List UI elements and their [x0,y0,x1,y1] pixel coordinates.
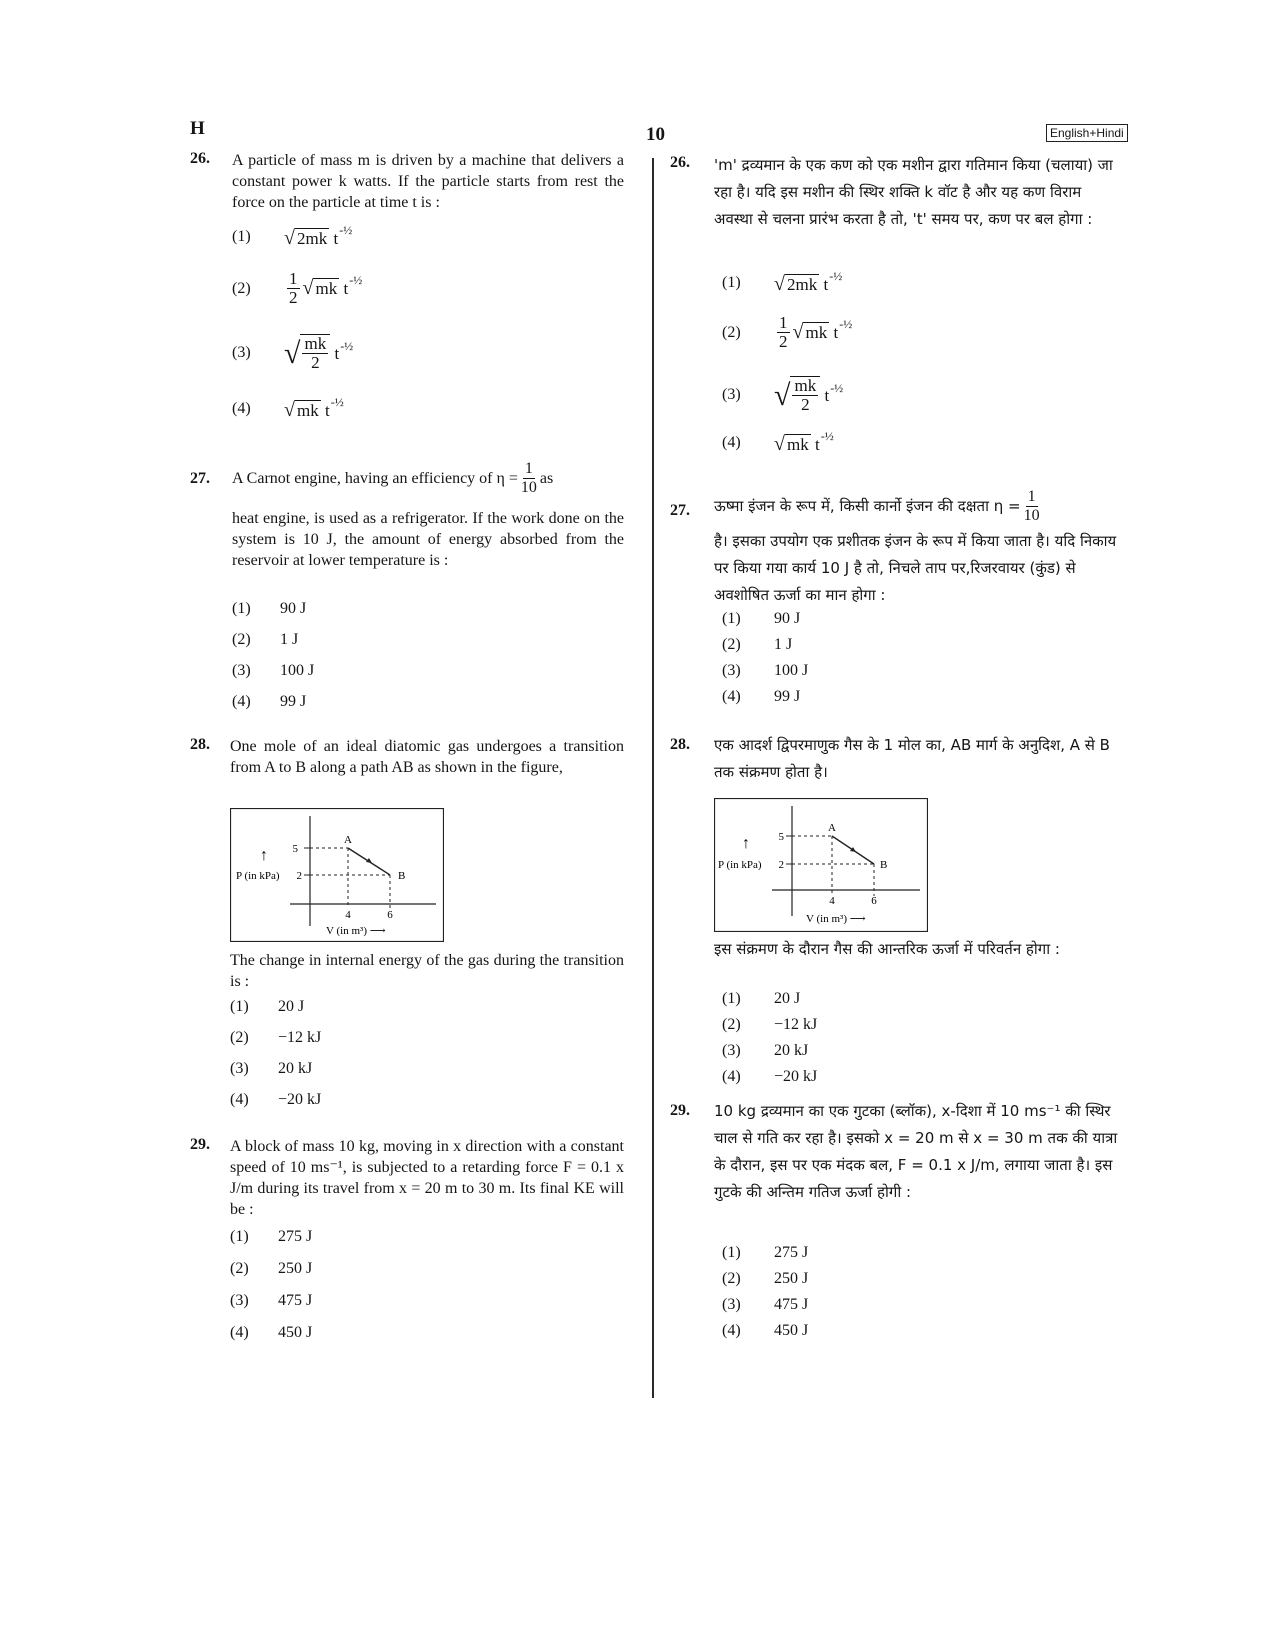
x-axis-label: V (in m³) ⟶ [806,913,866,925]
language-badge: English+Hindi [1046,124,1128,142]
y-axis-label: P (in kPa) [718,859,762,871]
question-lead: A Carnot engine, having an efficiency of η = $\frac{1}{10}$ as [232,460,554,496]
question-number: 27. [190,470,210,487]
up-arrow-icon: ↑ [742,835,750,852]
question-text: 'm' द्रव्यमान के एक कण को एक मशीन द्वारा गतिमान किया (चलाया) जा रहा है। यदि इस मशीन की स्थिर शक्ति k वॉट है और यह कण विराम अवस्था से चलना प्रारंभ करता है तो, 't' समय पर, कण पर बल होगा : [714,156,1113,228]
question-text: एक आदर्श द्विपरमाणुक गैस के 1 मोल का, AB मार्ग के अनुदिश, A से B तक संक्रमण होता है। [714,736,1110,781]
ytick-5: 5 [292,843,298,855]
option-value: √ 2mk t -½ [774,269,843,295]
question-text: A particle of mass m is driven by a machine that delivers a constant power k watts. If the particle starts from rest the force on the particle at time t is : [232,152,624,211]
x-axis-label: V (in m³) ⟶ [326,925,386,937]
option-value: √ 2mk t -½ [284,223,353,249]
option-value: √ mk t -½ [774,429,834,455]
question-number: 28. [190,736,210,753]
option-value: $\frac{1}{2}$ √ mk t -½ [289,269,363,307]
question-28-hindi: 28. एक आदर्श द्विपरमाणुक गैस के 1 मोल का, AB मार्ग के अनुदिश, A से B तक संक्रमण होता है। 5 2 4 6 A B ↑ P (in kPa) V (in m³) ⟶ इस संक्रमण के दौरान गैस की आन्तरिक ऊर्जा में परिवर्तन होगा : (1) 20 J (2) −12 kJ (3) 20 kJ (4) −20 kJ [670,736,1122,1096]
pv-diagram [230,808,444,942]
xtick-6: 6 [871,895,877,907]
option-value: √ $\frac{mk}{2}$ t -½ [284,334,354,372]
question-text: One mole of an ideal diatomic gas undergoes a transition from A to B along a path AB as shown in the figure, [230,738,624,776]
point-b-label: B [880,859,888,871]
option-number: (1) [722,274,741,291]
question-number: 29. [190,1136,210,1153]
set-code: H [190,118,205,139]
question-26-english [190,150,630,430]
question-followup: इस संक्रमण के दौरान गैस की आन्तरिक ऊर्जा में परिवर्तन होगा : [714,940,1060,958]
option-number: (4) [232,400,251,417]
question-28-english: 28. One mole of an ideal diatomic gas undergoes a transition from A to B along a path AB as shown in the figure, 5 2 4 6 A B ↑ P (in kPa) V (in m³) ⟶ The change in internal energy of the gas during the transition is : (1) 20 J (2) −12 kJ (3) 20 kJ (4) −20 kJ [190,736,624,1108]
ytick-2: 2 [296,870,302,882]
efficiency-fraction: $\frac{1}{10}$ [520,460,537,496]
ytick-5: 5 [778,831,784,843]
up-arrow-icon: ↑ [260,847,268,864]
page-number: 10 [646,124,665,145]
question-followup: The change in internal energy of the gas during the transition is : [230,952,624,990]
question-lead: ऊष्मा इंजन के रूप में, किसी कार्नो इंजन की दक्षता η = $\frac{1}{10}$ [714,488,1040,524]
option-number: (4) [722,434,741,451]
option-value: $\frac{1}{2}$ √ mk t -½ [779,313,853,351]
question-29-english: 29. A block of mass 10 kg, moving in x direction with a constant speed of 10 ms⁻¹, is subjected to a retarding force F = 0.1 x J/m during its travel from x = 20 m to 30 m. Its final KE will be : (1) 275 J (2) 250 J (3) 475 J (4) 450 J [190,1136,624,1341]
option-number: (1) [232,228,251,245]
question-number: 28. [670,736,690,753]
question-text: heat engine, is used as a refrigerator. If the work done on the system is 10 J, the amount of energy absorbed from the reservoir at lower temperature is : [232,510,624,569]
y-axis-label: P (in kPa) [236,870,280,882]
question-number: 29. [670,1102,690,1119]
point-a-label: A [344,834,352,846]
question-29-hindi: 29. 10 kg द्रव्यमान का एक गुटका (ब्लॉक), x-दिशा में 10 ms⁻¹ की स्थिर चाल से गति कर रहा है। इसको x = 20 m से x = 30 m तक की यात्रा के दौरान, इस पर एक मंदक बल, F = 0.1 x J/m, लगाया जाता है। इस गुटके की अन्तिम गतिज ऊर्जा होगी : (1) 275 J (2) 250 J (3) 475 J (4) 450 J [670,1102,1122,1382]
column-divider [652,158,654,1398]
xtick-4: 4 [345,909,351,921]
xtick-6: 6 [387,909,393,921]
question-27-hindi: 27. ऊष्मा इंजन के रूप में, किसी कार्नो इंजन की दक्षता η = $\frac{1}{10}$ है। इसका उपयोग एक प्रशीतक इंजन के रूप में किया जाता है। यदि निकाय पर किया गया कार्य 10 J है तो, निचले ताप पर,रिजरवायर (कुंड) से अवशोषित ऊर्जा का मान होगा : (1) 90 J (2) 1 J (3) 100 J (4) 99 J [670,488,1122,724]
point-b-label: B [398,870,406,882]
point-a-label: A [828,822,836,834]
xtick-4: 4 [829,895,835,907]
efficiency-fraction: $\frac{1}{10}$ [1023,488,1040,524]
option-value: √ $\frac{mk}{2}$ t -½ [774,376,844,414]
ytick-2: 2 [778,859,784,871]
question-number: 26. [670,154,690,171]
question-text: 10 kg द्रव्यमान का एक गुटका (ब्लॉक), x-दिशा में 10 ms⁻¹ की स्थिर चाल से गति कर रहा है। इसको x = 20 m से x = 30 m तक की यात्रा के दौरान, इस पर एक मंदक बल, F = 0.1 x J/m, लगाया जाता है। इस गुटके की अन्तिम गतिज ऊर्जा होगी : [714,1102,1118,1201]
question-26-hindi [670,154,1122,470]
question-27-english: 27. A Carnot engine, having an efficiency of η = $\frac{1}{10}$ as heat engine, is used as a refrigerator. If the work done on the system is 10 J, the amount of energy absorbed from the reservoir at lower temperature is : (1) 90 J (2) 1 J (3) 100 J (4) 99 J [190,460,624,710]
pv-diagram [714,798,928,932]
option-number: (2) [722,324,741,341]
question-number: 27. [670,502,690,519]
question-text: A block of mass 10 kg, moving in x direction with a constant speed of 10 ms⁻¹, is subjected to a retarding force F = 0.1 x J/m during its travel from x = 20 m to 30 m. Its final KE will be : [230,1138,624,1218]
question-number: 26. [190,150,210,167]
option-value: √ mk t -½ [284,395,344,421]
option-number: (3) [722,386,741,403]
option-number: (2) [232,280,251,297]
question-text: है। इसका उपयोग एक प्रशीतक इंजन के रूप में किया जाता है। यदि निकाय पर किया गया कार्य 10 J है तो, निचले ताप पर,रिजरवायर (कुंड) से अवशोषित ऊर्जा का मान होगा : [714,532,1117,604]
option-number: (3) [232,344,251,361]
